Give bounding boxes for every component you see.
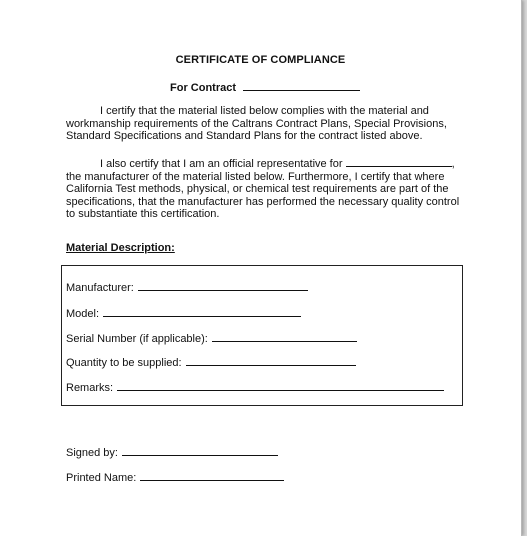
for-contract-line <box>170 79 360 94</box>
quantity-field <box>66 354 356 369</box>
remarks-field <box>66 379 444 394</box>
printed-name-blank[interactable] <box>140 469 284 481</box>
page-title: CERTIFICATE OF COMPLIANCE <box>175 54 346 66</box>
comma: , <box>451 158 455 170</box>
serial-number-label: Serial Number (if applicable): <box>66 333 208 345</box>
manufacturer-field <box>66 279 308 294</box>
signed-by-label: Signed by: <box>66 447 118 459</box>
representative-paragraph <box>66 155 466 221</box>
model-field <box>66 305 301 320</box>
manufacturer-blank[interactable] <box>138 279 308 291</box>
signed-by-field <box>66 444 278 459</box>
paragraph-line: Standard Specifications and Standard Plans for the contract listed above. <box>66 130 423 143</box>
for-contract-label: For Contract <box>170 82 236 94</box>
quantity-blank[interactable] <box>186 354 356 366</box>
manufacturer-label: Manufacturer: <box>66 282 134 294</box>
printed-name-label: Printed Name: <box>66 472 137 484</box>
certification-paragraph <box>66 105 466 143</box>
paragraph-line <box>66 155 466 171</box>
contract-number-blank[interactable] <box>243 79 360 91</box>
model-label: Model: <box>66 308 100 320</box>
serial-number-field <box>66 330 357 345</box>
representative-blank[interactable] <box>346 155 452 167</box>
signed-by-blank[interactable] <box>122 444 278 456</box>
paragraph-line: to substantiate this certification. <box>66 208 220 221</box>
remarks-label: Remarks: <box>66 382 114 394</box>
paragraph-line: the manufacturer of the material listed below. Furthermore, I certify that where <box>66 170 445 183</box>
serial-number-blank[interactable] <box>212 330 357 342</box>
paragraph-line: specifications, that the manufacturer has performed the necessary quality control <box>66 195 460 208</box>
paragraph-line: workmanship requirements of the Caltrans Contract Plans, Special Provisions, <box>66 117 447 130</box>
printed-name-field <box>66 469 284 484</box>
model-blank[interactable] <box>103 305 301 317</box>
quantity-label: Quantity to be supplied: <box>66 357 182 369</box>
paragraph-line: I certify that the material listed below complies with the material and <box>100 105 429 117</box>
representative-text: I also certify that I am an official representative for <box>100 158 343 170</box>
remarks-blank[interactable] <box>117 379 444 391</box>
material-description-heading: Material Description: <box>66 242 175 254</box>
paragraph-line: California Test methods, physical, or chemical test requirements are part of the <box>66 183 449 196</box>
